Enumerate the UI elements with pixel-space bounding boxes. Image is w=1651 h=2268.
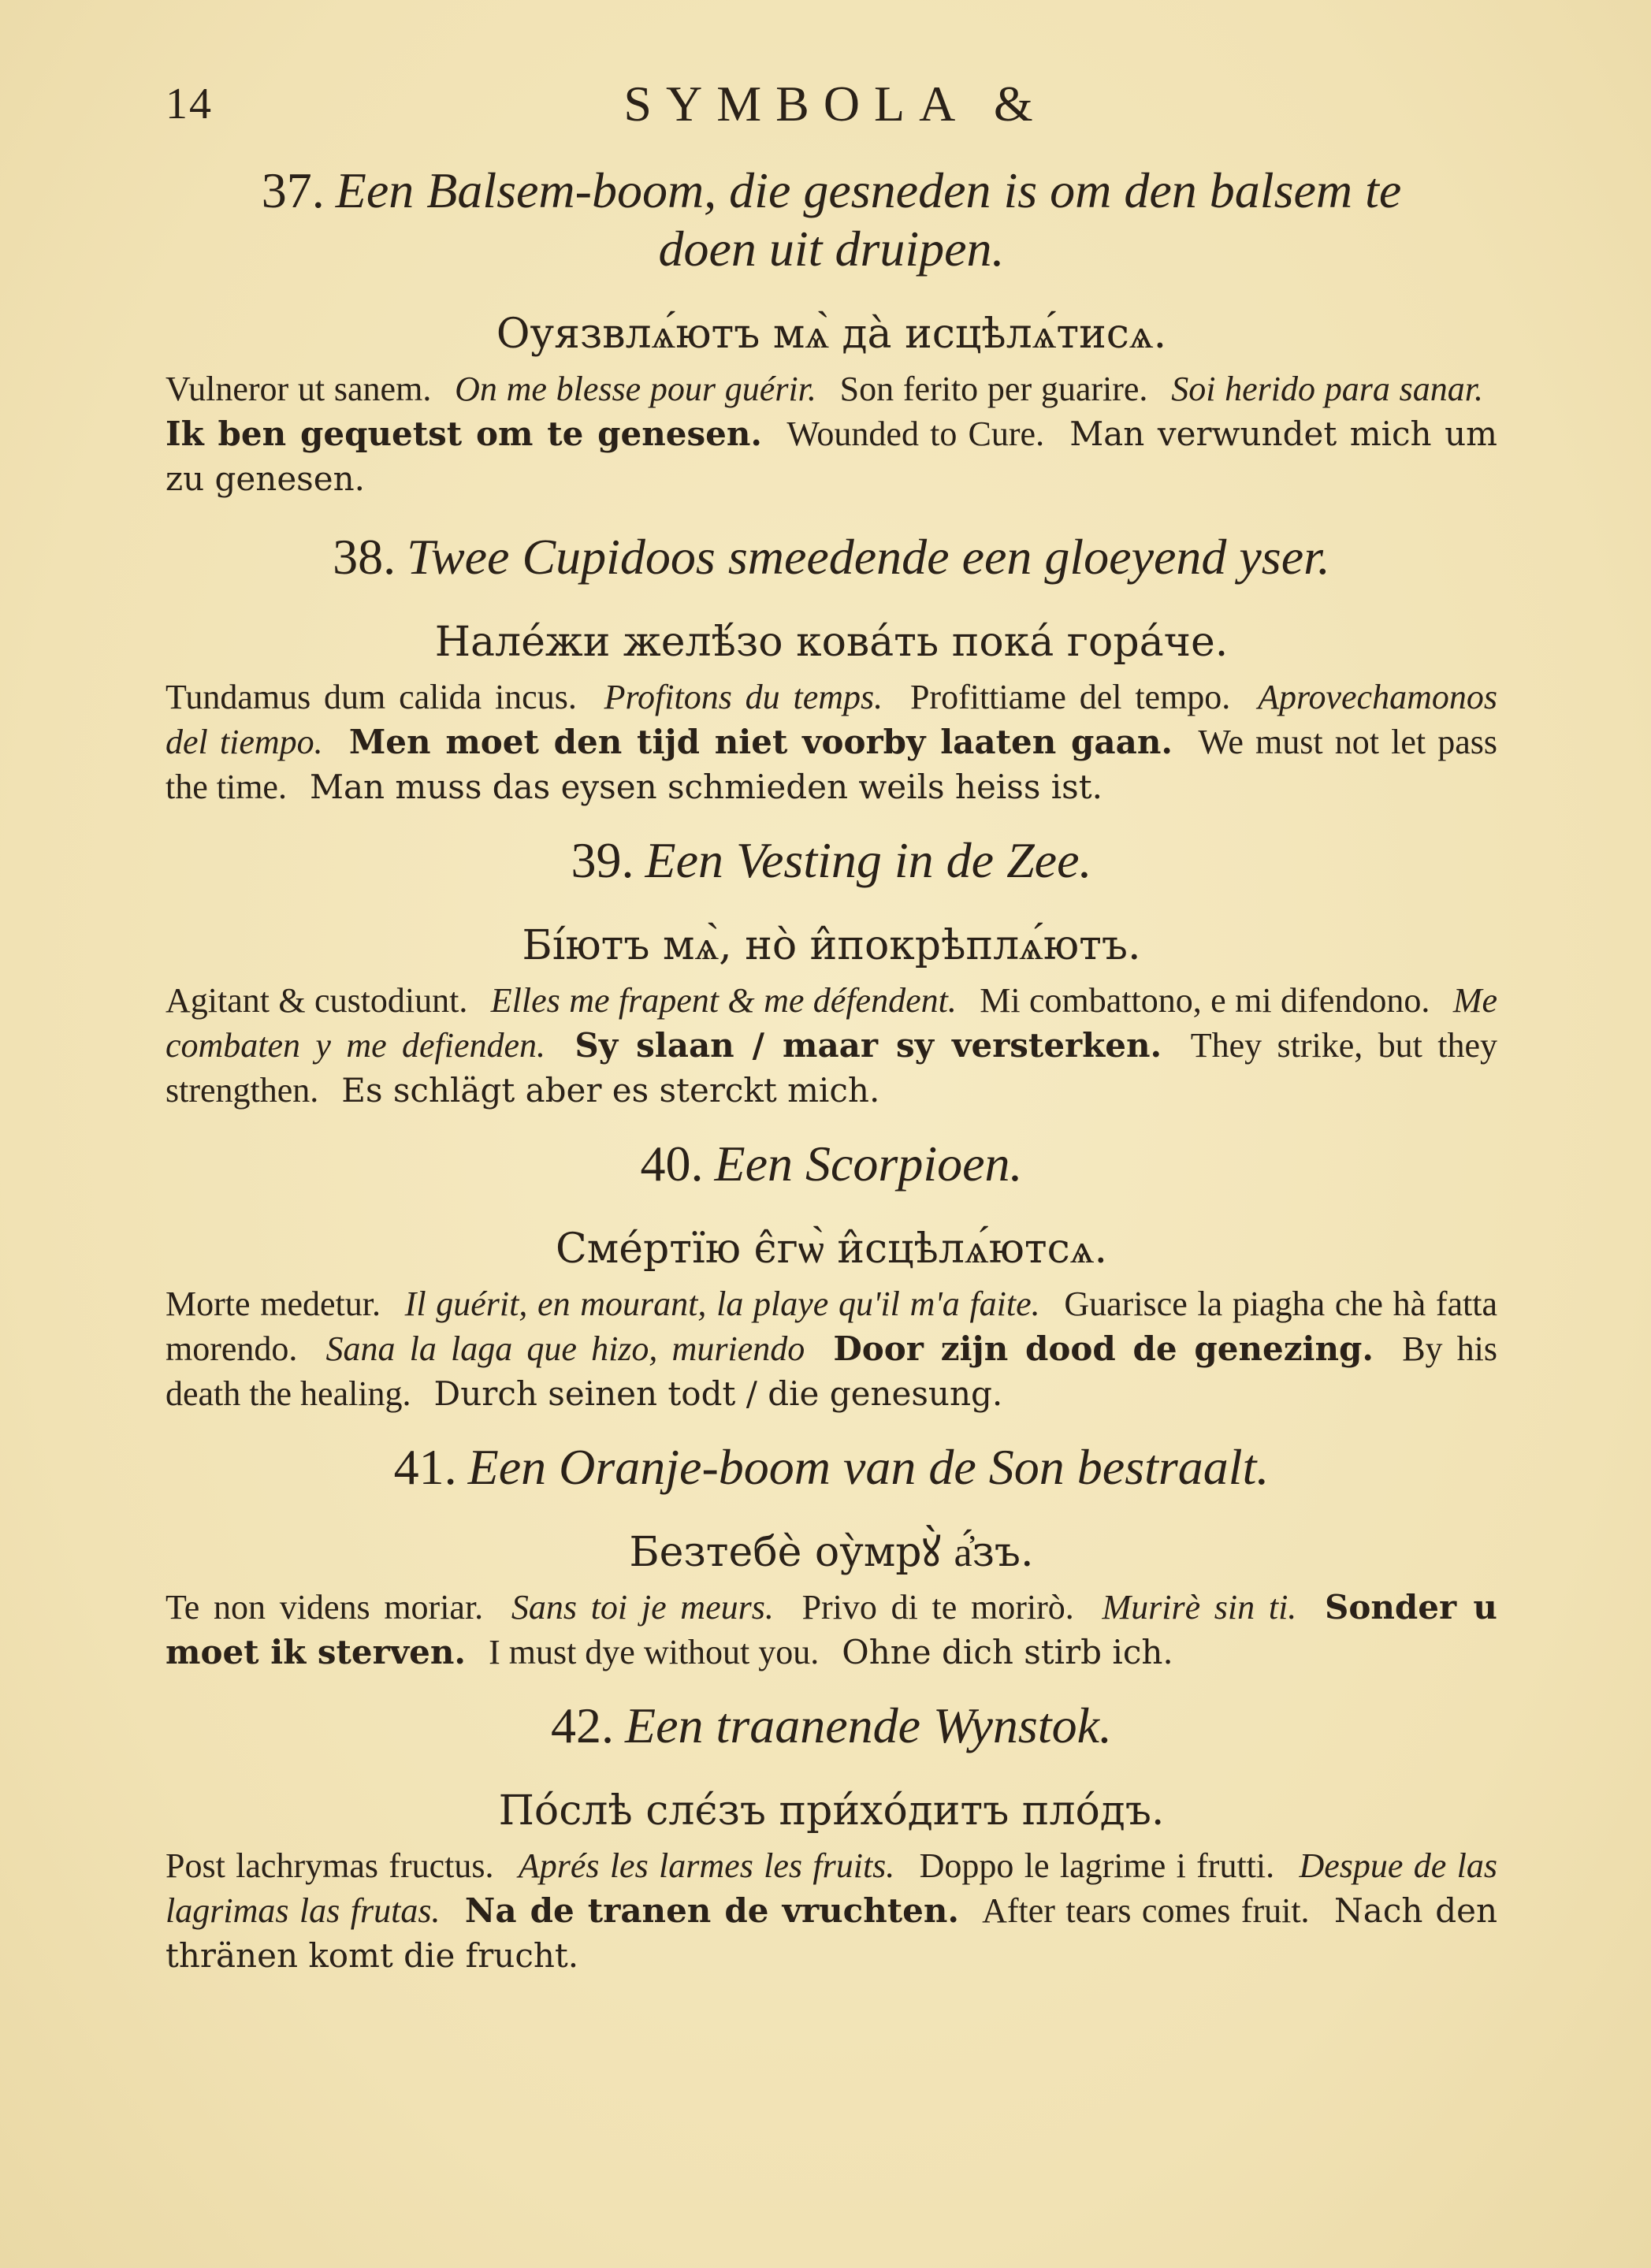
emblem-entry-37	[165, 162, 1497, 501]
spanish-motto: Despue de las lagrimas las frutas.	[165, 1846, 1497, 1930]
english-motto: They strike, but they strengthen.	[165, 1026, 1497, 1110]
german-motto: Es schlägt aber es sterckt mich.	[341, 1071, 880, 1110]
entry-number: 42.	[551, 1697, 615, 1753]
latin-motto: Tundamus dum calida incus.	[165, 678, 577, 716]
dutch-motto: Sonder u moet ik sterven.	[165, 1588, 1497, 1671]
motto-translations	[165, 366, 1497, 501]
italian-motto: Guarisce la piagha che hà fatta morendo.	[165, 1285, 1498, 1368]
german-motto: Nach den thränen komt die frucht.	[165, 1891, 1498, 1975]
italian-motto: Profittiame del tempo.	[909, 678, 1231, 716]
running-head: SYMBOLA &	[623, 76, 1047, 132]
latin-motto: Morte medetur.	[165, 1285, 381, 1323]
english-motto: I must dye without you.	[489, 1633, 820, 1671]
entry-number: 40.	[640, 1136, 704, 1192]
emblem-entry-40	[165, 1135, 1497, 1416]
french-motto: Profitons du temps.	[604, 678, 883, 716]
entry-title-text: Een Scorpioen.	[714, 1136, 1023, 1192]
italian-motto: Privo di te morirò.	[801, 1588, 1074, 1627]
motto-translations	[165, 1281, 1497, 1416]
entry-title-text: Een Oranje-boom van de Son bestraalt.	[467, 1439, 1270, 1495]
dutch-motto: Sy slaan / maar sy versterken.	[575, 1026, 1162, 1065]
entry-title	[165, 1135, 1497, 1193]
entry-title-text: Twee Cupidoos smeedende een gloeyend yser.	[407, 529, 1330, 585]
entry-number: 41.	[393, 1439, 457, 1495]
english-motto: Wounded to Cure.	[786, 415, 1045, 453]
german-motto: Man muss das eysen schmieden weils heiss ist.	[309, 768, 1103, 806]
slavonic-motto: Нале́жи желѣ́зо ковáть покá горáче.	[434, 619, 1229, 666]
emblem-list	[165, 162, 1497, 2000]
italian-motto: Son ferito per guarire.	[839, 370, 1148, 408]
spanish-motto: Soi herido para sanar.	[1171, 370, 1484, 408]
english-motto: After tears comes fruit.	[982, 1891, 1310, 1930]
spanish-motto: Murirè sin ti.	[1102, 1588, 1297, 1627]
motto-translations	[165, 675, 1497, 809]
english-motto: By his death the healing.	[165, 1329, 1498, 1413]
motto-translations	[165, 978, 1497, 1113]
entry-title	[165, 831, 1497, 890]
page-number: 14	[165, 80, 213, 128]
english-motto: We must not let pass the time.	[165, 723, 1498, 806]
entry-title	[165, 162, 1497, 278]
entry-number: 37.	[261, 162, 325, 218]
entry-title	[165, 1438, 1497, 1497]
italian-motto: Doppo le lagrime i frutti.	[919, 1846, 1275, 1885]
german-motto: Durch seinen todt / die genesung.	[433, 1374, 1003, 1413]
latin-motto: Post lachrymas fructus.	[165, 1846, 494, 1885]
slavonic-motto: Безтебѐ оу̀мрꙋ̀ а҆́зъ.	[629, 1529, 1034, 1576]
spanish-motto: Sana la laga que hizo, muriendo	[325, 1329, 805, 1368]
german-motto: Man verwundet mich um zu genesen.	[165, 415, 1497, 498]
latin-motto: Te non videns moriar.	[165, 1588, 484, 1627]
entry-title	[165, 528, 1497, 586]
emblem-entry-38	[165, 528, 1497, 809]
slavonic-motto: Сме́ртїю є̂гѡ̀ и̂сцѣлѧ́ютсѧ.	[556, 1225, 1107, 1273]
page-header	[158, 75, 1513, 146]
slavonic-motto: Оуязвлѧ́ютъ мѧ̀ да̀ исцѣлѧ́тисѧ.	[496, 310, 1167, 358]
dutch-motto: Na de tranen de vruchten.	[464, 1891, 960, 1930]
french-motto: Elles me frapent & me défendent.	[490, 981, 957, 1020]
dutch-motto: Door zijn dood de genezing.	[833, 1329, 1374, 1368]
entry-title	[165, 1697, 1497, 1755]
french-motto: On me blesse pour guérir.	[455, 370, 816, 408]
entry-title-text: Een traanende Wynstok.	[625, 1697, 1112, 1753]
french-motto: Aprés les larmes les fruits.	[518, 1846, 895, 1885]
entry-title-text: Een Vesting in de Zee.	[645, 832, 1092, 888]
latin-motto: Agitant & custodiunt.	[165, 981, 468, 1020]
motto-translations	[165, 1843, 1497, 1978]
dutch-motto: Men moet den tijd niet voorby laaten gaan.	[348, 723, 1173, 761]
motto-translations	[165, 1585, 1497, 1675]
latin-motto: Vulneror ut sanem.	[165, 370, 432, 408]
italian-motto: Mi combattono, e mi difendono.	[980, 981, 1430, 1020]
dutch-motto: Ik ben gequetst om te genesen.	[165, 415, 763, 453]
slavonic-motto: Бі́ютъ мѧ̀, но̀ и̂покрѣплѧ́ютъ.	[522, 922, 1141, 969]
entry-title-text: Een Balsem-boom, die gesneden is om den balsem te doen uit druipen.	[335, 162, 1402, 277]
entry-number: 39.	[571, 832, 634, 888]
emblem-entry-41	[165, 1438, 1497, 1675]
slavonic-motto: По́слѣ слє́зъ при́хо́дитъ пло́дъ.	[498, 1787, 1165, 1835]
entry-number: 38.	[333, 529, 396, 585]
emblem-entry-39	[165, 831, 1497, 1113]
spanish-motto: Me combaten y me defienden.	[165, 981, 1498, 1065]
german-motto: Ohne dich stirb ich.	[842, 1633, 1173, 1671]
emblem-entry-42	[165, 1697, 1497, 1978]
spanish-motto: Aprovechamonos del tiempo.	[165, 678, 1497, 761]
french-motto: Il guérit, en mourant, la playe qu'il m'a faite.	[404, 1285, 1040, 1323]
french-motto: Sans toi je meurs.	[511, 1588, 774, 1627]
